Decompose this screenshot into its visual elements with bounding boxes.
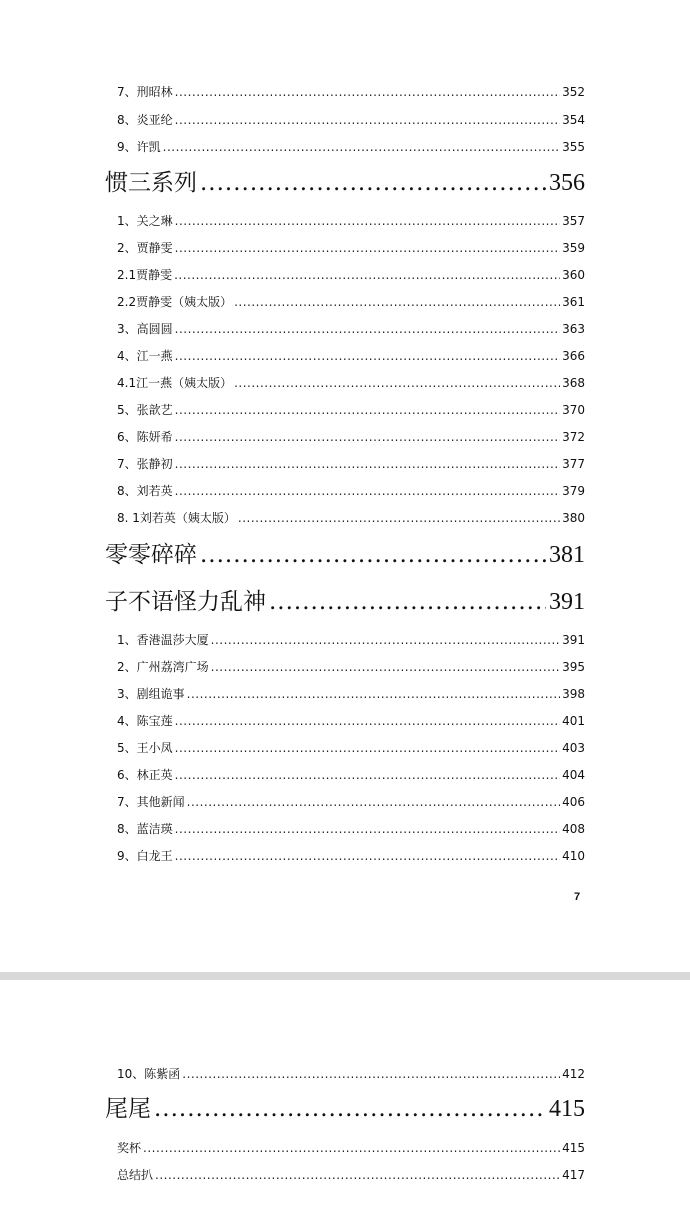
toc-entry[interactable] [117, 110, 585, 130]
toc-entry-page: 404 [562, 768, 585, 782]
toc-entry-page: 363 [562, 322, 585, 336]
toc-leader-dots [175, 346, 560, 366]
toc-leader-dots [175, 427, 560, 447]
toc-entry-page: 361 [562, 295, 585, 309]
toc-entry[interactable] [117, 508, 585, 528]
toc-entry-label: 7、刑昭林 [117, 85, 173, 99]
toc-entry-label: 8、蓝洁瑛 [117, 822, 173, 836]
toc-entry-page: 352 [562, 85, 585, 99]
toc-entry-page: 380 [562, 511, 585, 525]
toc-entry[interactable] [117, 792, 585, 812]
toc-leader-dots [175, 819, 560, 839]
toc-entry-label: 10、陈紫函 [117, 1067, 181, 1081]
toc-entry[interactable] [117, 373, 585, 393]
toc-entry[interactable] [117, 846, 585, 866]
toc-entry-page: 357 [562, 214, 585, 228]
toc-entry-page: 398 [562, 687, 585, 701]
toc-entry[interactable] [117, 1064, 585, 1084]
toc-entry-page: 370 [562, 403, 585, 417]
toc-entry[interactable] [117, 765, 585, 785]
toc-entry-label: 9、白龙王 [117, 849, 173, 863]
toc-entry-label: 2、广州荔湾广场 [117, 660, 209, 674]
toc-entry-label: 9、许凯 [117, 140, 161, 154]
toc-section-heading[interactable] [105, 1092, 585, 1126]
toc-section-title: 子不语怪力乱神 [105, 589, 266, 615]
toc-entry[interactable] [117, 454, 585, 474]
toc-entry-label: 5、张歆艺 [117, 403, 173, 417]
toc-leader-dots [175, 846, 560, 866]
toc-entry-label: 2.2贾静雯（姨太版） [117, 295, 233, 309]
toc-entry-label: 7、其他新闻 [117, 795, 185, 809]
toc-entry-label: 8. 1刘若英（姨太版） [117, 511, 236, 525]
toc-section-heading[interactable] [105, 166, 585, 200]
toc-leader-dots [175, 711, 560, 731]
toc-entry-page: 410 [562, 849, 585, 863]
toc-leader-dots [234, 292, 560, 312]
toc-page-2 [0, 980, 690, 1226]
toc-leader-dots [234, 373, 560, 393]
toc-section-title: 零零碎碎 [105, 542, 197, 568]
toc-entry[interactable] [117, 1138, 585, 1158]
toc-section-page: 415 [549, 1096, 585, 1122]
toc-entry-page: 379 [562, 484, 585, 498]
toc-leader-dots [211, 657, 560, 677]
toc-leader-dots [174, 265, 560, 285]
toc-entry[interactable] [117, 711, 585, 731]
toc-entry-label: 总结扒 [117, 1168, 154, 1182]
toc-leader-dots [200, 538, 546, 572]
toc-entry[interactable] [117, 211, 585, 231]
toc-leader-dots [175, 765, 560, 785]
toc-section-page: 356 [549, 170, 585, 196]
toc-leader-dots [155, 1165, 560, 1185]
toc-entry[interactable] [117, 265, 585, 285]
toc-entry-page: 395 [562, 660, 585, 674]
toc-entry-page: 368 [562, 376, 585, 390]
toc-leader-dots [175, 400, 560, 420]
toc-entry-label: 1、香港温莎大厦 [117, 633, 209, 647]
toc-entry[interactable] [117, 82, 585, 102]
page-number: 7 [574, 891, 581, 903]
toc-entry-label: 4、江一燕 [117, 349, 173, 363]
toc-leader-dots [175, 238, 560, 258]
toc-leader-dots [269, 585, 546, 619]
toc-entry-label: 6、林正英 [117, 768, 173, 782]
toc-entry-page: 415 [562, 1141, 585, 1155]
toc-leader-dots [187, 684, 560, 704]
toc-leader-dots [187, 792, 560, 812]
toc-entry-page: 417 [562, 1168, 585, 1182]
page-separator [0, 972, 690, 980]
toc-entry[interactable] [117, 137, 585, 157]
toc-entry[interactable] [117, 292, 585, 312]
toc-entry[interactable] [117, 319, 585, 339]
toc-entry[interactable] [117, 738, 585, 758]
toc-entry-page: 366 [562, 349, 585, 363]
toc-entry[interactable] [117, 400, 585, 420]
toc-leader-dots [175, 82, 560, 102]
toc-leader-dots [163, 137, 560, 157]
toc-entry[interactable] [117, 684, 585, 704]
toc-entry-page: 401 [562, 714, 585, 728]
toc-leader-dots [238, 508, 560, 528]
toc-entry-label: 6、陈妍希 [117, 430, 173, 444]
toc-leader-dots [175, 319, 560, 339]
toc-leader-dots [182, 1064, 560, 1084]
toc-section-heading[interactable] [105, 538, 585, 572]
toc-entry-page: 355 [562, 140, 585, 154]
toc-entry[interactable] [117, 819, 585, 839]
toc-entry[interactable] [117, 1165, 585, 1185]
toc-entry-label: 3、剧组诡事 [117, 687, 185, 701]
toc-entry-page: 406 [562, 795, 585, 809]
toc-entry-page: 359 [562, 241, 585, 255]
toc-entry[interactable] [117, 238, 585, 258]
toc-entry-label: 2.1贾静雯 [117, 268, 173, 282]
toc-entry-label: 5、王小凤 [117, 741, 173, 755]
toc-entry[interactable] [117, 427, 585, 447]
toc-entry-page: 408 [562, 822, 585, 836]
toc-section-page: 381 [549, 542, 585, 568]
toc-section-heading[interactable] [105, 585, 585, 619]
toc-leader-dots [154, 1092, 546, 1126]
toc-leader-dots [211, 630, 560, 650]
toc-section-page: 391 [549, 589, 585, 615]
toc-entry-label: 奖杯 [117, 1141, 142, 1155]
toc-leader-dots [175, 211, 560, 231]
toc-entry-page: 403 [562, 741, 585, 755]
toc-leader-dots [175, 454, 560, 474]
toc-leader-dots [200, 166, 546, 200]
toc-entry-page: 360 [562, 268, 585, 282]
toc-leader-dots [143, 1138, 560, 1158]
toc-leader-dots [175, 738, 560, 758]
toc-entry[interactable] [117, 657, 585, 677]
toc-leader-dots [175, 481, 560, 501]
toc-section-title: 尾尾 [105, 1096, 151, 1122]
toc-entry-label: 1、关之琳 [117, 214, 173, 228]
toc-entry[interactable] [117, 481, 585, 501]
toc-leader-dots [175, 110, 560, 130]
toc-entry-label: 2、贾静雯 [117, 241, 173, 255]
toc-section-title: 惯三系列 [105, 170, 197, 196]
toc-entry-label: 8、刘若英 [117, 484, 173, 498]
toc-entry[interactable] [117, 346, 585, 366]
toc-entry-page: 412 [562, 1067, 585, 1081]
toc-entry-label: 3、高圆圆 [117, 322, 173, 336]
toc-entry-page: 354 [562, 113, 585, 127]
toc-entry-label: 4、陈宝莲 [117, 714, 173, 728]
toc-entry-page: 377 [562, 457, 585, 471]
toc-entry-label: 8、炎亚纶 [117, 113, 173, 127]
toc-entry[interactable] [117, 630, 585, 650]
toc-entry-label: 4.1江一燕（姨太版） [117, 376, 233, 390]
toc-entry-label: 7、张静初 [117, 457, 173, 471]
toc-entry-page: 372 [562, 430, 585, 444]
toc-entry-page: 391 [562, 633, 585, 647]
